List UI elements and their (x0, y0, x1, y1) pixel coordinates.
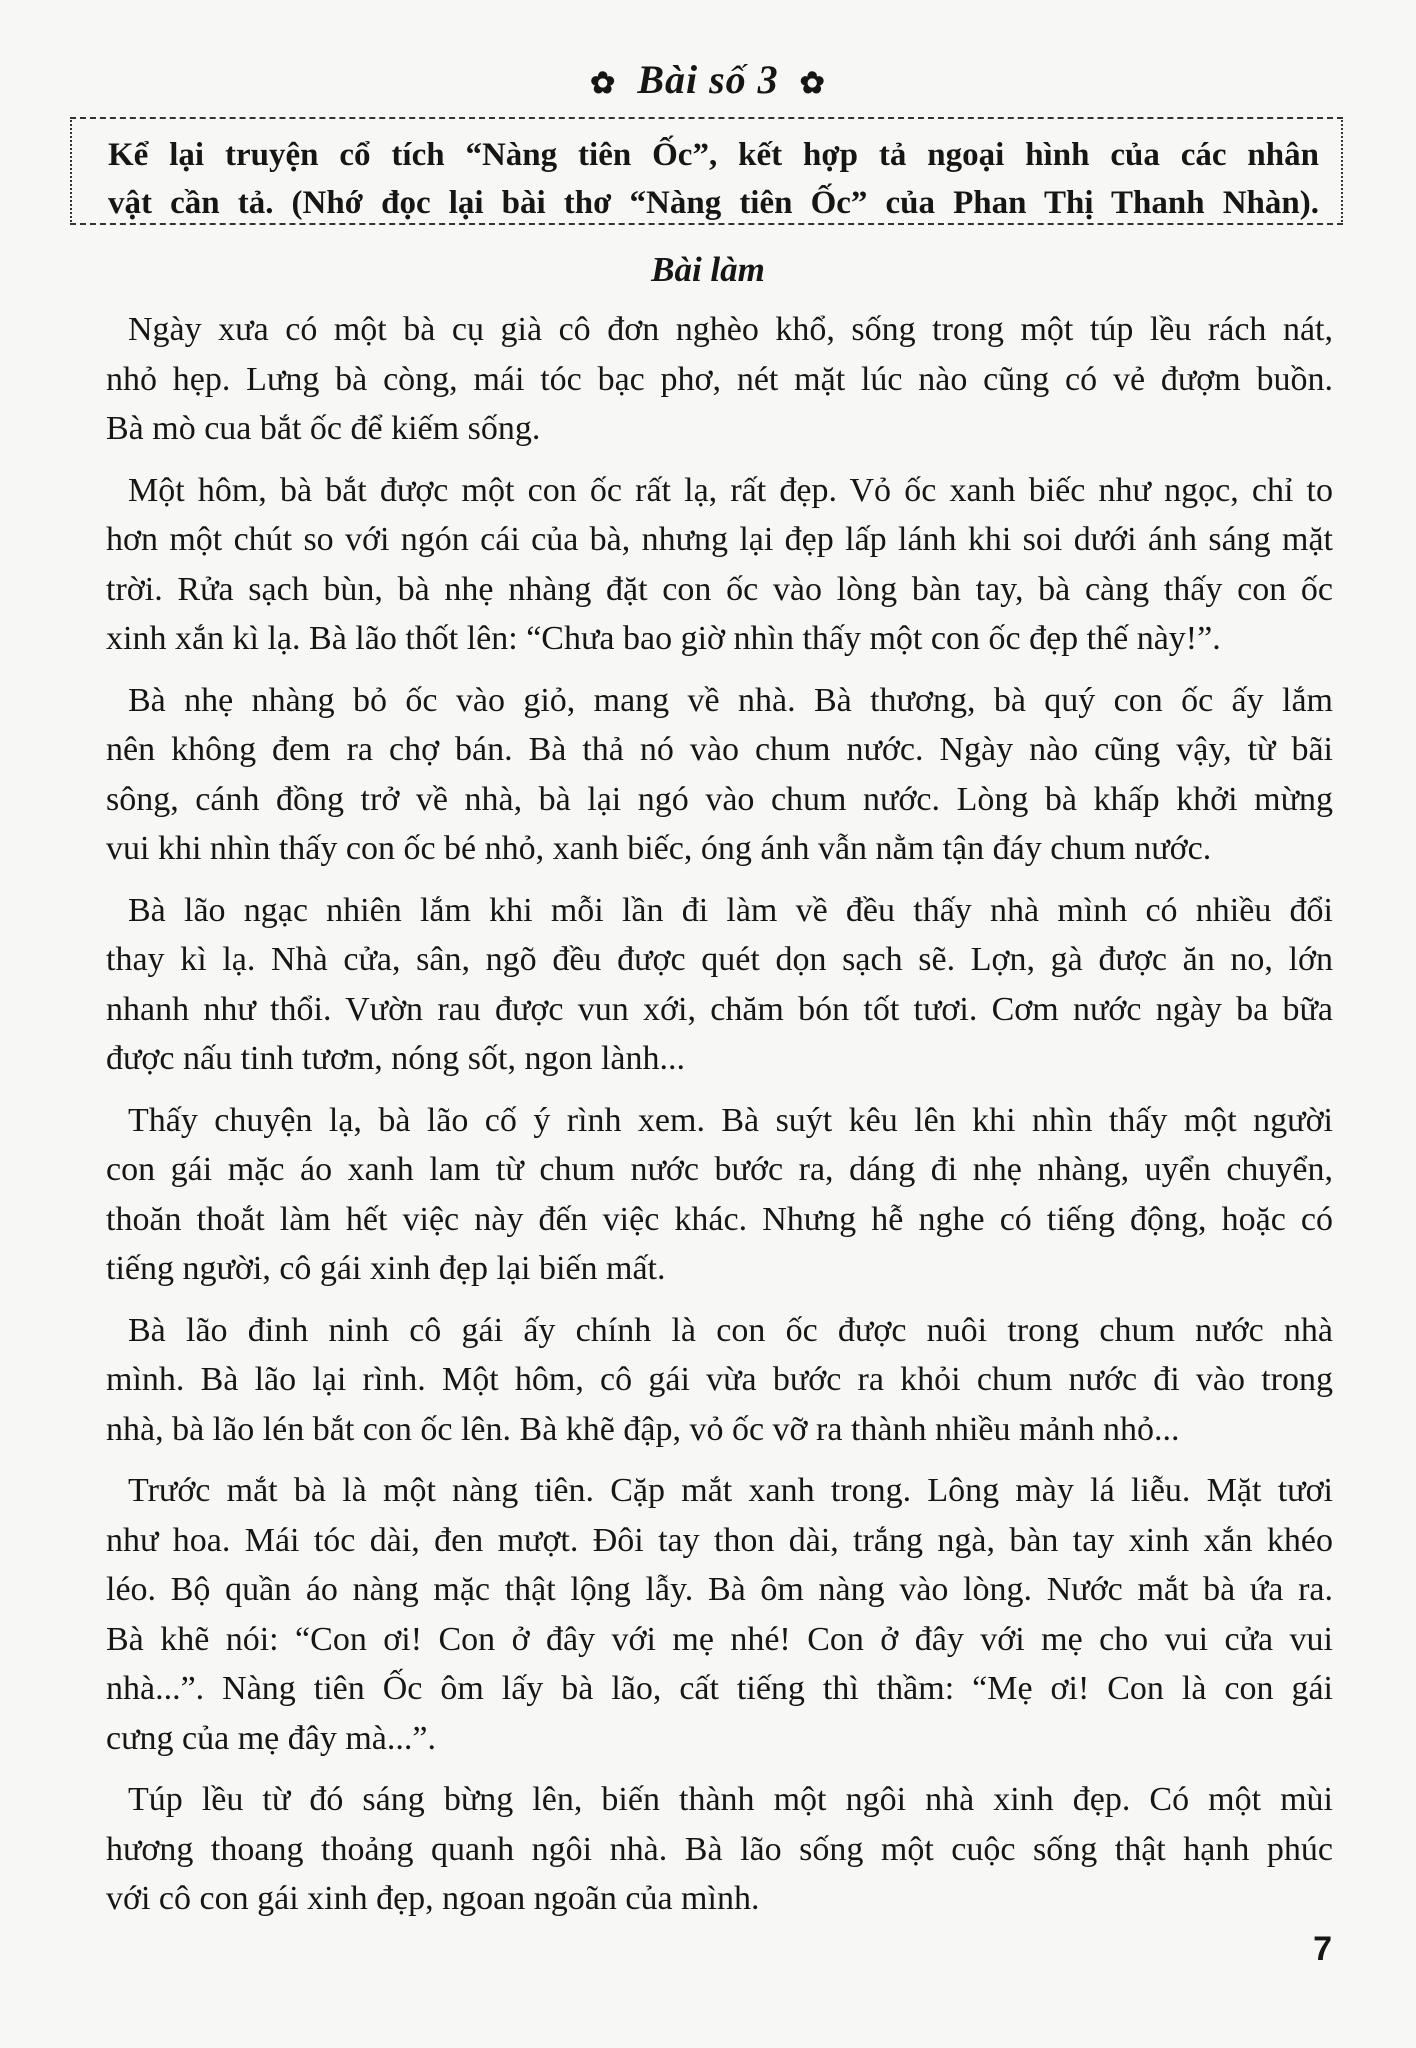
text-line: Bà lão ngạc nhiên lắm khi mỗi lần đi làm về đều thấy nhà mình có nhiều đổi (128, 891, 1333, 929)
text-line: léo. Bộ quần áo nàng mặc thật lộng lẫy. Bà ôm nàng vào lòng. Nước mắt bà ứa ra. (106, 1571, 1333, 1608)
text-line: Trước mắt bà là một nàng tiên. Cặp mắt xanh trong. Lông mày lá liễu. Mặt tươi (128, 1472, 1333, 1509)
text-line: Bà mò cua bắt ốc để kiếm sống. (106, 410, 541, 447)
exercise-heading (0, 56, 1416, 103)
text-line: trời. Rửa sạch bùn, bà nhẹ nhàng đặt con ốc vào lòng bàn tay, bà càng thấy con ốc (106, 570, 1333, 608)
text-line: Một hôm, bà bắt được một con ốc rất lạ, rất đẹp. Vỏ ốc xanh biếc như ngọc, chỉ to (128, 471, 1333, 509)
text-line: như hoa. Mái tóc dài, đen mượt. Đôi tay thon dài, trắng ngà, bàn tay xinh xắn khéo (106, 1521, 1333, 1559)
text-line: tiếng người, cô gái xinh đẹp lại biến mất. (106, 1250, 666, 1287)
page-number: 7 (1313, 1930, 1332, 1968)
text-line: mình. Bà lão lại rình. Một hôm, cô gái vừa bước ra khỏi chum nước đi vào trong (106, 1361, 1333, 1398)
text-line: vui khi nhìn thấy con ốc bé nhỏ, xanh biếc, óng ánh vẫn nằm tận đáy chum nước. (106, 830, 1212, 867)
text-line: hương thoang thoảng quanh ngôi nhà. Bà lão sống một cuộc sống thật hạnh phúc (106, 1830, 1333, 1868)
text-line: Bà khẽ nói: “Con ơi! Con ở đây với mẹ nhé! Con ở đây với mẹ cho vui cửa vui (106, 1620, 1333, 1658)
text-line: xinh xắn kì lạ. Bà lão thốt lên: “Chưa bao giờ nhìn thấy một con ốc đẹp thế này!”. (106, 620, 1221, 657)
text-line: Túp lều từ đó sáng bừng lên, biến thành một ngôi nhà xinh đẹp. Có một mùi (128, 1781, 1333, 1818)
text-line: sông, cánh đồng trở về nhà, bà lại ngó vào chum nước. Lòng bà khấp khởi mừng (106, 780, 1333, 818)
paragraph (106, 1466, 1333, 1763)
task-line: Kể lại truyện cổ tích “Nàng tiên Ốc”, kết hợp tả ngoại hình của các nhân (108, 137, 1319, 173)
paragraph (106, 676, 1333, 874)
paragraph (106, 305, 1333, 454)
flower-icon-left: ✿ (590, 67, 617, 101)
text-line: nhà...”. Nàng tiên Ốc ôm lấy bà lão, cất tiếng thì thầm: “Mẹ ơi! Con là con gái (106, 1670, 1333, 1707)
text-line: nhà, bà lão lén bắt con ốc lên. Bà khẽ đập, vỏ ốc vỡ ra thành nhiều mảnh nhỏ... (106, 1410, 1180, 1448)
text-line: Bà nhẹ nhàng bỏ ốc vào giỏ, mang về nhà. Bà thương, bà quý con ốc ấy lắm (128, 681, 1333, 719)
paragraph (106, 1306, 1333, 1455)
text-line: với cô con gái xinh đẹp, ngoan ngoãn của mình. (106, 1880, 760, 1917)
text-line: nhỏ hẹp. Lưng bà còng, mái tóc bạc phơ, nét mặt lúc nào cũng có vẻ đượm buồn. (106, 360, 1333, 398)
exercise-title: Bài số 3 (637, 57, 779, 102)
text-line: Bà lão đinh ninh cô gái ấy chính là con ốc được nuôi trong chum nước nhà (128, 1311, 1333, 1349)
task-line: vật cần tả. (Nhớ đọc lại bài thơ “Nàng tiên Ốc” của Phan Thị Thanh Nhàn). (108, 185, 1319, 221)
paragraph (106, 1096, 1333, 1294)
text-line: hơn một chút so với ngón cái của bà, nhưng lại đẹp lấp lánh khi soi dưới ánh sáng mặt (106, 521, 1333, 558)
paragraph (106, 466, 1333, 664)
text-line: được nấu tinh tươm, nóng sốt, ngon lành... (106, 1040, 685, 1077)
essay-title: Bài làm (651, 250, 765, 289)
text-line: thay kì lạ. Nhà cửa, sân, ngõ đều được quét dọn sạch sẽ. Lợn, gà được ăn no, lớn (106, 941, 1333, 978)
text-line: nhanh như thổi. Vườn rau được vun xới, chăm bón tốt tươi. Cơm nước ngày ba bữa (106, 990, 1333, 1028)
text-line: con gái mặc áo xanh lam từ chum nước bước ra, dáng đi nhẹ nhàng, uyển chuyển, (106, 1151, 1333, 1188)
flower-icon-right: ✿ (799, 67, 826, 101)
text-line: cưng của mẹ đây mà...”. (106, 1719, 436, 1757)
paragraph (106, 1775, 1333, 1924)
text-line: nên không đem ra chợ bán. Bà thả nó vào chum nước. Ngày nào cũng vậy, từ bãi (106, 731, 1333, 768)
paragraph (106, 886, 1333, 1084)
text-line: Ngày xưa có một bà cụ già cô đơn nghèo khổ, sống trong một túp lều rách nát, (128, 311, 1333, 348)
task-prompt-box (70, 117, 1343, 225)
text-line: thoăn thoắt làm hết việc này đến việc khác. Nhưng hễ nghe có tiếng động, hoặc có (106, 1200, 1333, 1238)
essay-body (106, 305, 1333, 1936)
text-line: Thấy chuyện lạ, bà lão cố ý rình xem. Bà suýt kêu lên khi nhìn thấy một người (128, 1101, 1333, 1139)
